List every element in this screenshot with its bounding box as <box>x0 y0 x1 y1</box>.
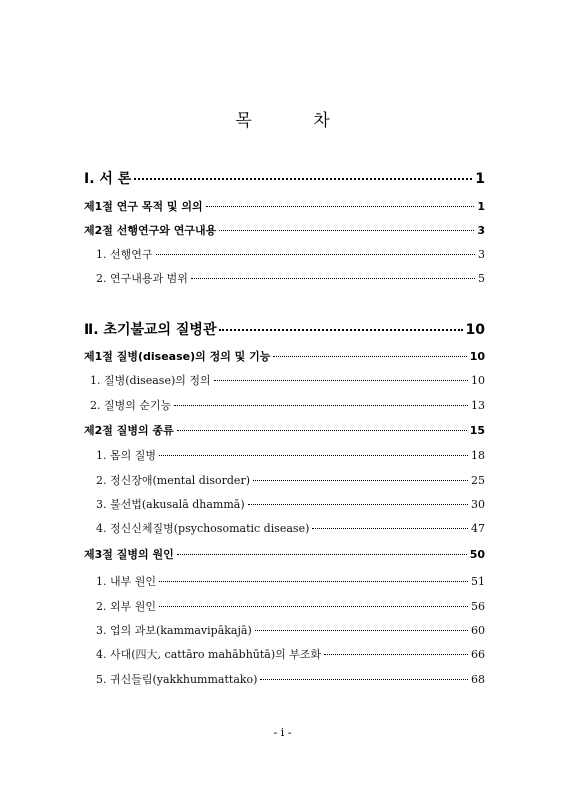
toc-entry-text: Ⅱ. 초기불교의 질병관 <box>84 322 217 338</box>
toc-leader-dots <box>159 455 468 456</box>
toc-entry-text: 2. 연구내용과 범위 <box>96 272 188 285</box>
toc-entry-subsection[interactable] <box>96 447 485 463</box>
toc-entry-text: Ⅰ. 서 론 <box>84 171 132 187</box>
toc-entry-page: 3 <box>478 248 485 261</box>
toc-leader-dots <box>206 206 475 207</box>
toc-entry-page: 68 <box>471 673 485 686</box>
toc-leader-dots <box>156 254 476 255</box>
toc-entry-text: 3. 업의 과보(kammavipākajā) <box>96 624 252 637</box>
toc-entry-text: 2. 질병의 순기능 <box>90 399 172 412</box>
toc-entry-section[interactable] <box>84 222 485 238</box>
toc-entry-text: 2. 외부 원인 <box>96 600 156 613</box>
toc-entry-subsection[interactable] <box>90 397 485 413</box>
toc-entry-text: 3. 불선법(akusalā dhammā) <box>96 498 245 511</box>
toc-entry-subsection[interactable] <box>90 372 485 388</box>
toc-entry-chapter-1[interactable] <box>84 168 485 188</box>
toc-entry-subsection[interactable] <box>96 573 485 589</box>
toc-entry-text: 1. 몸의 질병 <box>96 449 156 462</box>
toc-leader-dots <box>312 528 468 529</box>
toc-entry-page: 18 <box>471 449 485 462</box>
toc-entry-text: 4. 사대(四大, cattāro mahābhūtā)의 부조화 <box>96 648 322 661</box>
toc-entry-text: 제2절 질병의 종류 <box>84 424 174 437</box>
toc-leader-dots <box>159 606 468 607</box>
toc-entry-subsection[interactable] <box>96 671 485 687</box>
toc-entry-page: 10 <box>471 374 485 387</box>
toc-leader-dots <box>260 679 468 680</box>
toc-entry-subsection[interactable] <box>96 646 485 662</box>
toc-entry-subsection[interactable] <box>96 598 485 614</box>
toc-entry-text: 1. 선행연구 <box>96 248 153 261</box>
toc-leader-dots <box>177 430 467 431</box>
toc-entry-subsection[interactable] <box>96 622 485 638</box>
toc-entry-subsection[interactable] <box>96 496 485 512</box>
toc-entry-page: 15 <box>469 424 485 437</box>
toc-leader-dots <box>191 278 475 279</box>
toc-leader-dots <box>219 329 462 331</box>
toc-entry-page: 1 <box>477 200 485 213</box>
toc-entry-page: 13 <box>471 399 485 412</box>
toc-leader-dots <box>214 380 468 381</box>
toc-entry-page: 47 <box>471 522 485 535</box>
toc-entry-page: 50 <box>469 548 485 561</box>
toc-leader-dots <box>273 356 466 357</box>
toc-entry-text: 제2절 선행연구와 연구내용 <box>84 224 217 237</box>
toc-entry-text: 4. 정신신체질병(psychosomatic disease) <box>96 522 310 535</box>
toc-entry-page: 51 <box>471 575 485 588</box>
toc-leader-dots <box>174 405 468 406</box>
toc-leader-dots <box>159 581 468 582</box>
page-title: 목 차 <box>235 111 358 131</box>
toc-leader-dots <box>248 504 468 505</box>
toc-entry-chapter-2[interactable] <box>84 319 485 339</box>
toc-leader-dots <box>253 480 468 481</box>
toc-entry-page: 3 <box>477 224 485 237</box>
toc-entry-page: 10 <box>469 350 485 363</box>
toc-entry-section[interactable] <box>84 422 485 438</box>
toc-entry-page: 66 <box>471 648 485 661</box>
toc-entry-subsection[interactable] <box>96 520 485 536</box>
toc-entry-page: 10 <box>465 322 485 338</box>
toc-entry-text: 제1절 질병(disease)의 정의 및 기능 <box>84 350 271 363</box>
toc-entry-text: 1. 질병(disease)의 정의 <box>90 374 211 387</box>
toc-leader-dots <box>219 230 474 231</box>
toc-entry-page: 30 <box>471 498 485 511</box>
toc-entry-page: 56 <box>471 600 485 613</box>
toc-leader-dots <box>177 554 467 555</box>
toc-entry-section[interactable] <box>84 348 485 364</box>
toc-entry-subsection[interactable] <box>96 246 485 262</box>
toc-entry-page: 1 <box>475 171 485 187</box>
toc-entry-subsection[interactable] <box>96 472 485 488</box>
toc-entry-text: 1. 내부 원인 <box>96 575 156 588</box>
toc-entry-page: 25 <box>471 474 485 487</box>
toc-entry-text: 2. 정신장애(mental disorder) <box>96 474 250 487</box>
toc-entry-page: 5 <box>478 272 485 285</box>
toc-entry-page: 60 <box>471 624 485 637</box>
toc-entry-text: 제3절 질병의 원인 <box>84 548 174 561</box>
toc-entry-section[interactable] <box>84 546 485 562</box>
toc-entry-text: 제1절 연구 목적 및 의의 <box>84 200 203 213</box>
toc-entry-section[interactable] <box>84 198 485 214</box>
toc-leader-dots <box>255 630 468 631</box>
toc-entry-text: 5. 귀신들림(yakkhummattako) <box>96 673 258 686</box>
toc-leader-dots <box>324 654 468 655</box>
toc-entry-subsection[interactable] <box>96 270 485 286</box>
page-number-footer: - i - <box>273 726 292 739</box>
toc-leader-dots <box>134 178 472 180</box>
